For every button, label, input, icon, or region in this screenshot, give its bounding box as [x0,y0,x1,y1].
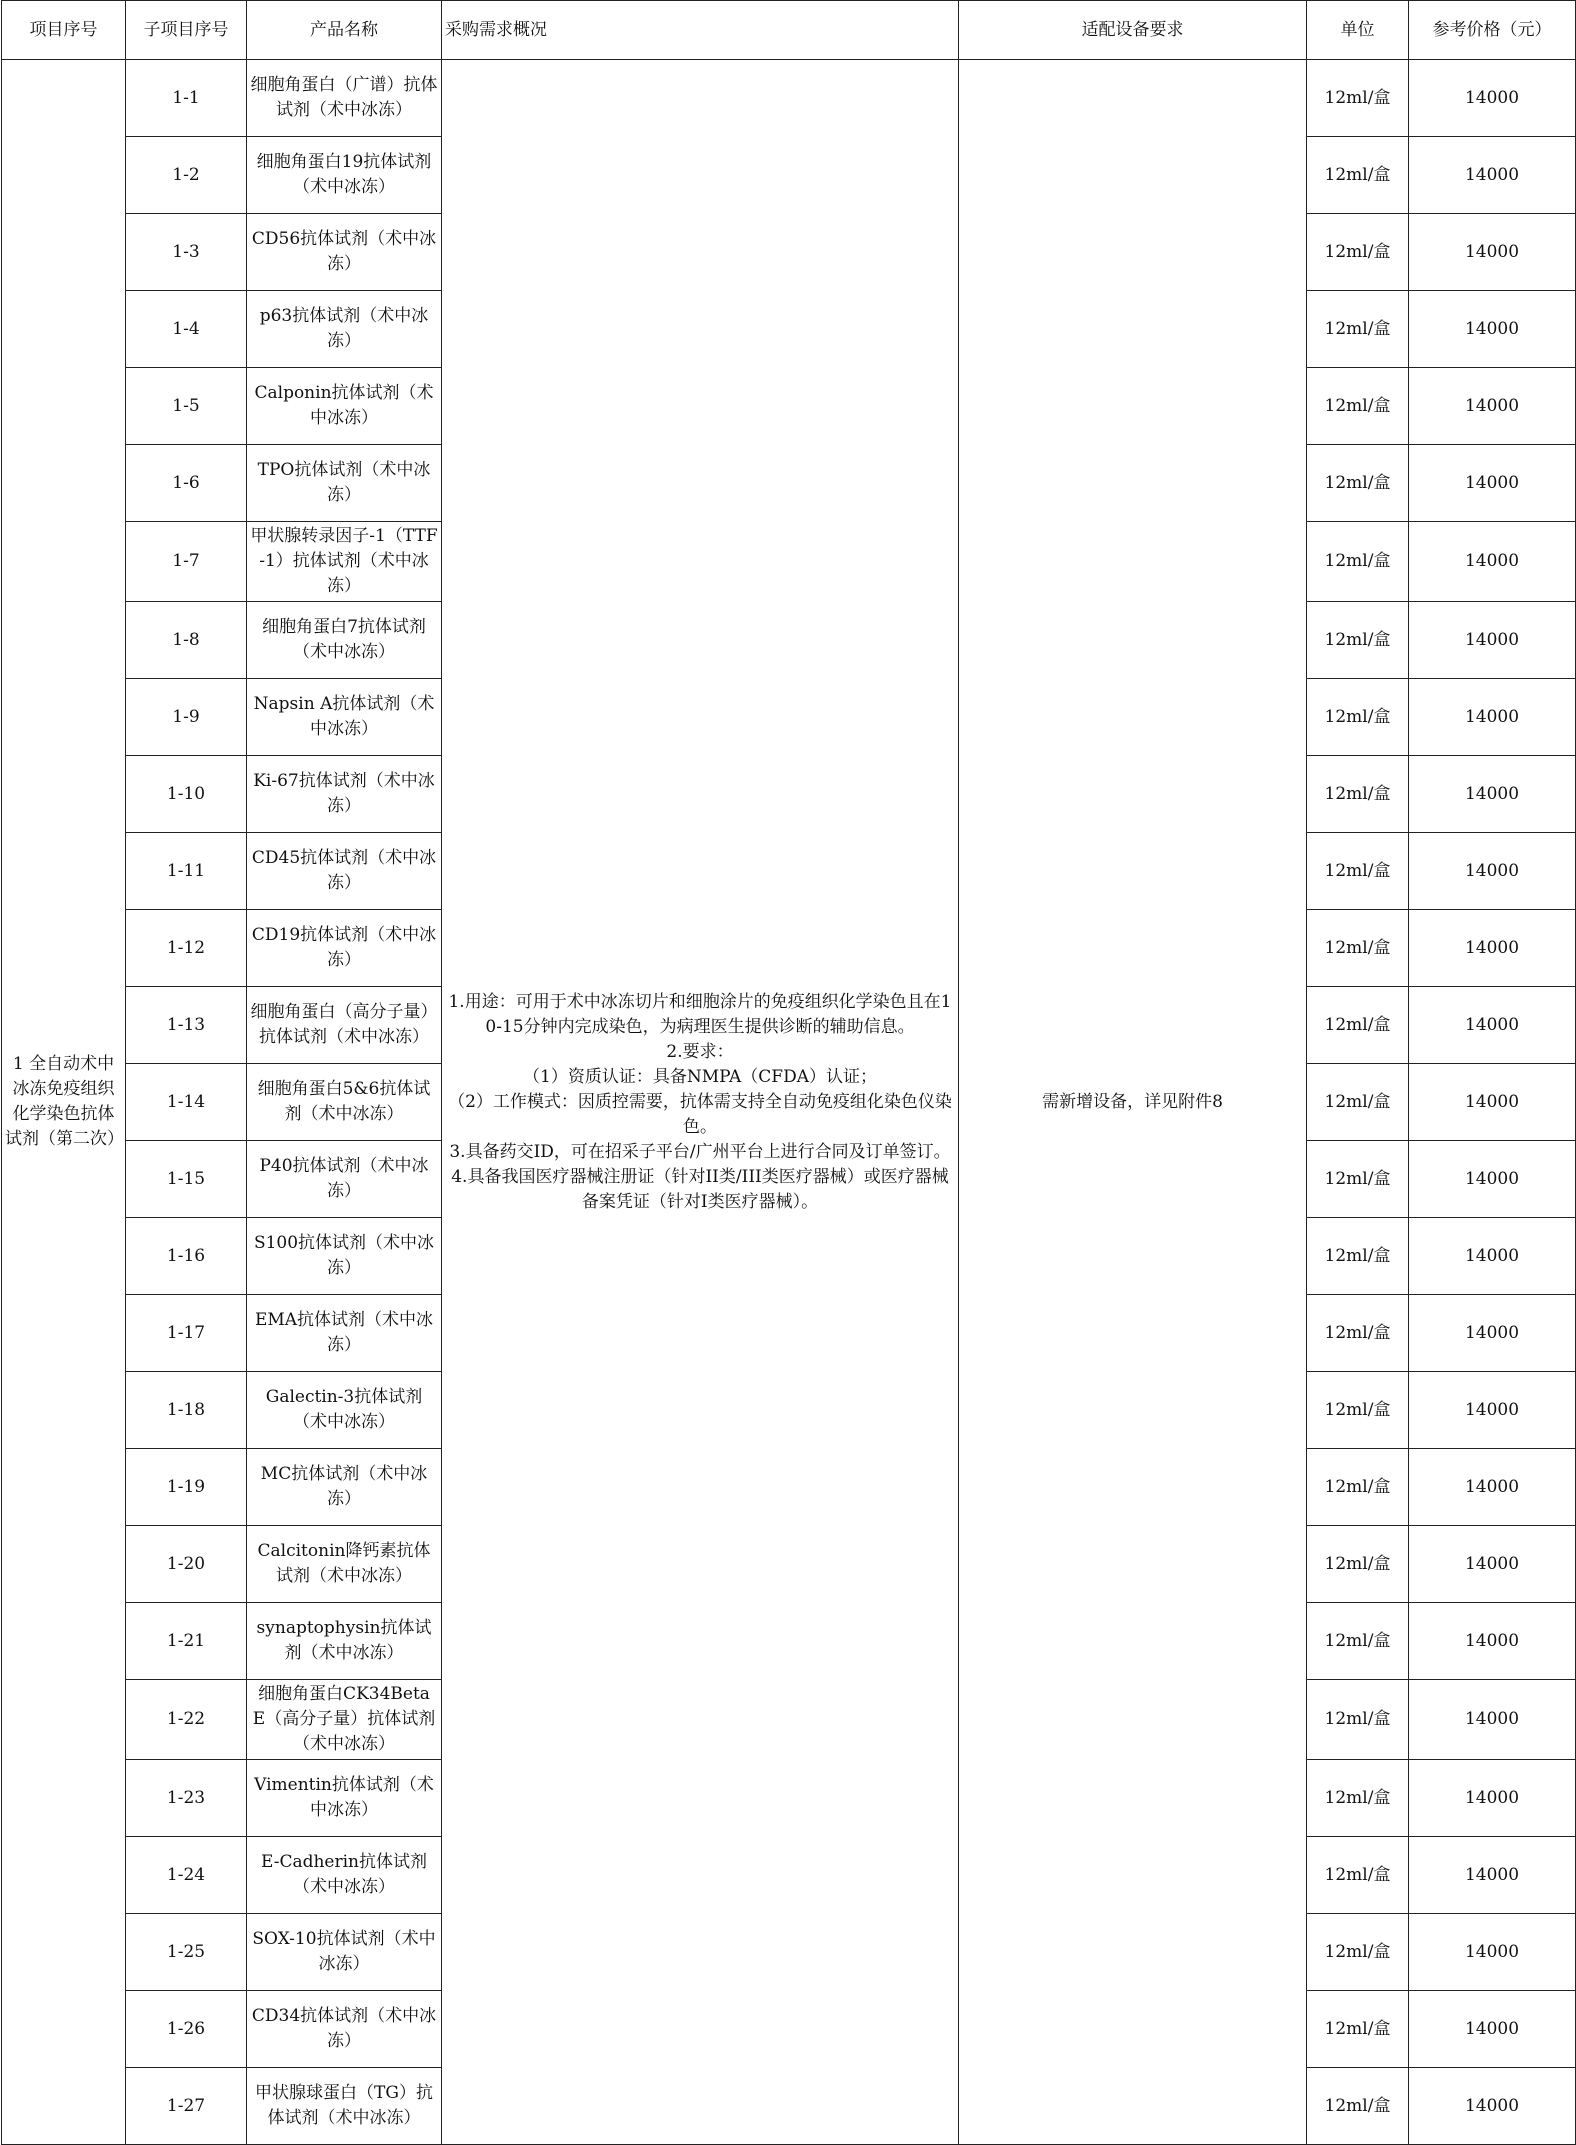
price-cell: 14000 [1409,60,1576,137]
unit-cell: 12ml/盒 [1307,368,1409,445]
sub-no-cell: 1-12 [126,910,247,987]
procurement-table [1,0,1576,2145]
sub-no-cell: 1-25 [126,1914,247,1991]
unit-cell: 12ml/盒 [1307,679,1409,756]
price-cell: 14000 [1409,602,1576,679]
product-name-cell: 细胞角蛋白5&6抗体试剂（术中冰冻） [247,1064,442,1141]
sub-no-cell: 1-21 [126,1603,247,1680]
unit-cell: 12ml/盒 [1307,1837,1409,1914]
sub-no-cell: 1-2 [126,137,247,214]
price-cell: 14000 [1409,1295,1576,1372]
header-unit: 单位 [1307,1,1409,60]
sub-no-cell: 1-5 [126,368,247,445]
price-cell: 14000 [1409,1837,1576,1914]
unit-cell: 12ml/盒 [1307,1680,1409,1760]
project-name-cell: 1 全自动术中冰冻免疫组织化学染色抗体试剂（第二次） [2,60,126,2145]
sub-no-cell: 1-26 [126,1991,247,2068]
summary-line: 1.用途：可用于术中冰冻切片和细胞涂片的免疫组织化学染色且在10-15分钟内完成染色，为病理医生提供诊断的辅助信息。 [448,991,952,1037]
unit-cell: 12ml/盒 [1307,1603,1409,1680]
product-name-cell: Vimentin抗体试剂（术中冰冻） [247,1760,442,1837]
sub-no-cell: 1-11 [126,833,247,910]
product-name-cell: SOX-10抗体试剂（术中冰冻） [247,1914,442,1991]
price-cell: 14000 [1409,445,1576,522]
price-cell: 14000 [1409,679,1576,756]
price-cell: 14000 [1409,1991,1576,2068]
sub-no-cell: 1-3 [126,214,247,291]
product-name-cell: MC抗体试剂（术中冰冻） [247,1449,442,1526]
sub-no-cell: 1-14 [126,1064,247,1141]
table-body [2,60,1576,2145]
unit-cell: 12ml/盒 [1307,291,1409,368]
summary-line: （2）工作模式：因质控需要，抗体需支持全自动免疫组化染色仪染色。 [448,1091,952,1137]
product-name-cell: P40抗体试剂（术中冰冻） [247,1141,442,1218]
price-cell: 14000 [1409,522,1576,602]
sub-no-cell: 1-4 [126,291,247,368]
summary-line: （1）资质认证：具备NMPA（CFDA）认证； [523,1066,877,1087]
sub-no-cell: 1-8 [126,602,247,679]
product-name-cell: 细胞角蛋白（广谱）抗体试剂（术中冰冻） [247,60,442,137]
sub-no-cell: 1-20 [126,1526,247,1603]
sub-no-cell: 1-17 [126,1295,247,1372]
header-row [2,1,1576,60]
unit-cell: 12ml/盒 [1307,60,1409,137]
product-name-cell: CD19抗体试剂（术中冰冻） [247,910,442,987]
sub-no-cell: 1-6 [126,445,247,522]
unit-cell: 12ml/盒 [1307,1295,1409,1372]
product-name-cell: CD56抗体试剂（术中冰冻） [247,214,442,291]
sub-no-cell: 1-16 [126,1218,247,1295]
unit-cell: 12ml/盒 [1307,1526,1409,1603]
product-name-cell: 甲状腺球蛋白（TG）抗体试剂（术中冰冻） [247,2068,442,2145]
header-summary: 采购需求概况 [442,1,959,60]
sub-no-cell: 1-22 [126,1680,247,1760]
sub-no-cell: 1-18 [126,1372,247,1449]
product-name-cell: EMA抗体试剂（术中冰冻） [247,1295,442,1372]
sub-no-cell: 1-1 [126,60,247,137]
price-cell: 14000 [1409,1218,1576,1295]
product-name-cell: 细胞角蛋白19抗体试剂（术中冰冻） [247,137,442,214]
unit-cell: 12ml/盒 [1307,987,1409,1064]
product-name-cell: p63抗体试剂（术中冰冻） [247,291,442,368]
product-name-cell: Ki-67抗体试剂（术中冰冻） [247,756,442,833]
price-cell: 14000 [1409,833,1576,910]
product-name-cell: Calponin抗体试剂（术中冰冻） [247,368,442,445]
unit-cell: 12ml/盒 [1307,1372,1409,1449]
price-cell: 14000 [1409,368,1576,445]
price-cell: 14000 [1409,910,1576,987]
unit-cell: 12ml/盒 [1307,522,1409,602]
summary-line: 2.要求： [666,1041,734,1062]
product-name-cell: Calcitonin降钙素抗体试剂（术中冰冻） [247,1526,442,1603]
product-name-cell: S100抗体试剂（术中冰冻） [247,1218,442,1295]
unit-cell: 12ml/盒 [1307,1218,1409,1295]
unit-cell: 12ml/盒 [1307,445,1409,522]
product-name-cell: 细胞角蛋白CK34Beta E（高分子量）抗体试剂（术中冰冻） [247,1680,442,1760]
product-name-cell: CD34抗体试剂（术中冰冻） [247,1991,442,2068]
product-name-cell: E-Cadherin抗体试剂（术中冰冻） [247,1837,442,1914]
unit-cell: 12ml/盒 [1307,1141,1409,1218]
sub-no-cell: 1-19 [126,1449,247,1526]
header-equipment: 适配设备要求 [959,1,1307,60]
sub-no-cell: 1-27 [126,2068,247,2145]
price-cell: 14000 [1409,1680,1576,1760]
product-name-cell: 甲状腺转录因子-1（TTF-1）抗体试剂（术中冰冻） [247,522,442,602]
product-name-cell: Napsin A抗体试剂（术中冰冻） [247,679,442,756]
price-cell: 14000 [1409,1141,1576,1218]
unit-cell: 12ml/盒 [1307,602,1409,679]
product-name-cell: TPO抗体试剂（术中冰冻） [247,445,442,522]
summary-line: 3.具备药交ID，可在招采子平台/广州平台上进行合同及订单签订。 [449,1141,951,1162]
sub-no-cell: 1-24 [126,1837,247,1914]
unit-cell: 12ml/盒 [1307,1991,1409,2068]
unit-cell: 12ml/盒 [1307,2068,1409,2145]
price-cell: 14000 [1409,1064,1576,1141]
price-cell: 14000 [1409,137,1576,214]
header-price: 参考价格（元） [1409,1,1576,60]
product-name-cell: synaptophysin抗体试剂（术中冰冻） [247,1603,442,1680]
product-name-cell: Galectin-3抗体试剂（术中冰冻） [247,1372,442,1449]
unit-cell: 12ml/盒 [1307,137,1409,214]
price-cell: 14000 [1409,291,1576,368]
unit-cell: 12ml/盒 [1307,910,1409,987]
product-name-cell: 细胞角蛋白（高分子量）抗体试剂（术中冰冻） [247,987,442,1064]
unit-cell: 12ml/盒 [1307,1914,1409,1991]
table-row [2,60,1576,137]
unit-cell: 12ml/盒 [1307,756,1409,833]
price-cell: 14000 [1409,987,1576,1064]
price-cell: 14000 [1409,1526,1576,1603]
price-cell: 14000 [1409,1449,1576,1526]
header-sub-no: 子项目序号 [126,1,247,60]
unit-cell: 12ml/盒 [1307,1064,1409,1141]
sub-no-cell: 1-15 [126,1141,247,1218]
sub-no-cell: 1-10 [126,756,247,833]
unit-cell: 12ml/盒 [1307,833,1409,910]
price-cell: 14000 [1409,756,1576,833]
price-cell: 14000 [1409,2068,1576,2145]
price-cell: 14000 [1409,1760,1576,1837]
header-project-no: 项目序号 [2,1,126,60]
unit-cell: 12ml/盒 [1307,1760,1409,1837]
sub-no-cell: 1-13 [126,987,247,1064]
sub-no-cell: 1-7 [126,522,247,602]
price-cell: 14000 [1409,214,1576,291]
sub-no-cell: 1-9 [126,679,247,756]
product-name-cell: CD45抗体试剂（术中冰冻） [247,833,442,910]
product-name-cell: 细胞角蛋白7抗体试剂（术中冰冻） [247,602,442,679]
summary-line: 4.具备我国医疗器械注册证（针对II类/III类医疗器械）或医疗器械备案凭证（针对I类医疗器械）。 [451,1166,949,1212]
sub-no-cell: 1-23 [126,1760,247,1837]
unit-cell: 12ml/盒 [1307,1449,1409,1526]
header-product-name: 产品名称 [247,1,442,60]
price-cell: 14000 [1409,1372,1576,1449]
summary-cell [442,60,959,2145]
price-cell: 14000 [1409,1914,1576,1991]
price-cell: 14000 [1409,1603,1576,1680]
equipment-cell: 需新增设备，详见附件8 [959,60,1307,2145]
unit-cell: 12ml/盒 [1307,214,1409,291]
